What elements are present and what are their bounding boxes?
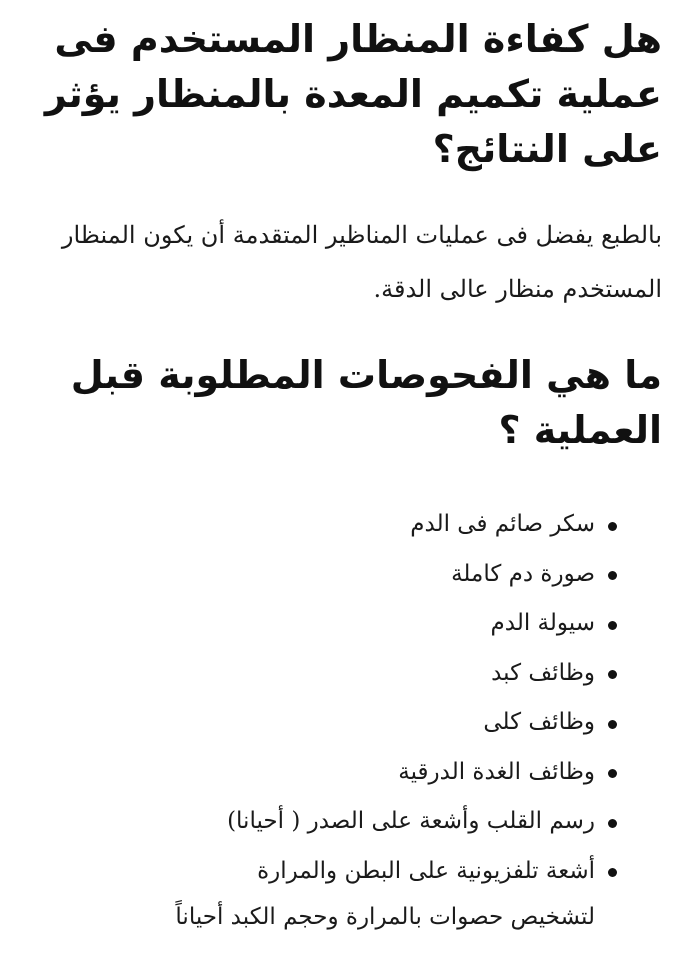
bullet-icon <box>608 571 617 580</box>
bullet-icon <box>608 819 617 828</box>
required-tests-list <box>40 500 595 896</box>
list-item-text: وظائف كلى <box>483 709 595 735</box>
ultrasound-note: لتشخيص حصوات بالمرارة وحجم الكبد أحياناً <box>175 904 595 930</box>
list-item <box>40 649 595 699</box>
list-item <box>40 500 595 550</box>
bullet-icon <box>608 522 617 531</box>
list-item-text: سكر صائم فى الدم <box>410 511 595 537</box>
list-item <box>40 847 595 897</box>
list-item <box>40 698 595 748</box>
answer-paragraph: بالطبع يفضل فى عمليات المناظير المتقدمة أن يكون المنظار المستخدم منظار عالى الدقة. <box>61 221 662 303</box>
list-item <box>40 797 595 847</box>
list-item <box>40 550 595 600</box>
heading-required-tests-question: ما هي الفحوصات المطلوبة قبل العملية ؟ <box>70 353 662 452</box>
list-item <box>40 599 595 649</box>
list-item-text: أشعة تلفزيونية على البطن والمرارة <box>257 857 595 884</box>
list-item <box>40 748 595 798</box>
bullet-icon <box>608 769 617 778</box>
list-item-text: رسم القلب وأشعة على الصدر ( أحيانا) <box>227 808 595 834</box>
heading-scope-efficiency-question: هل كفاءة المنظار المستخدم فى عملية تكميم المعدة بالمنظار يؤثر على النتائج؟ <box>44 17 662 171</box>
list-item-text: سيولة الدم <box>490 610 595 636</box>
bullet-icon <box>608 720 617 729</box>
list-item-text: وظائف كبد <box>491 659 595 686</box>
list-item-text: وظائف الغدة الدرقية <box>398 758 595 785</box>
bullet-icon <box>608 868 617 877</box>
list-item-text: صورة دم كاملة <box>451 560 595 587</box>
bullet-icon <box>608 621 617 630</box>
bullet-icon <box>608 670 617 679</box>
